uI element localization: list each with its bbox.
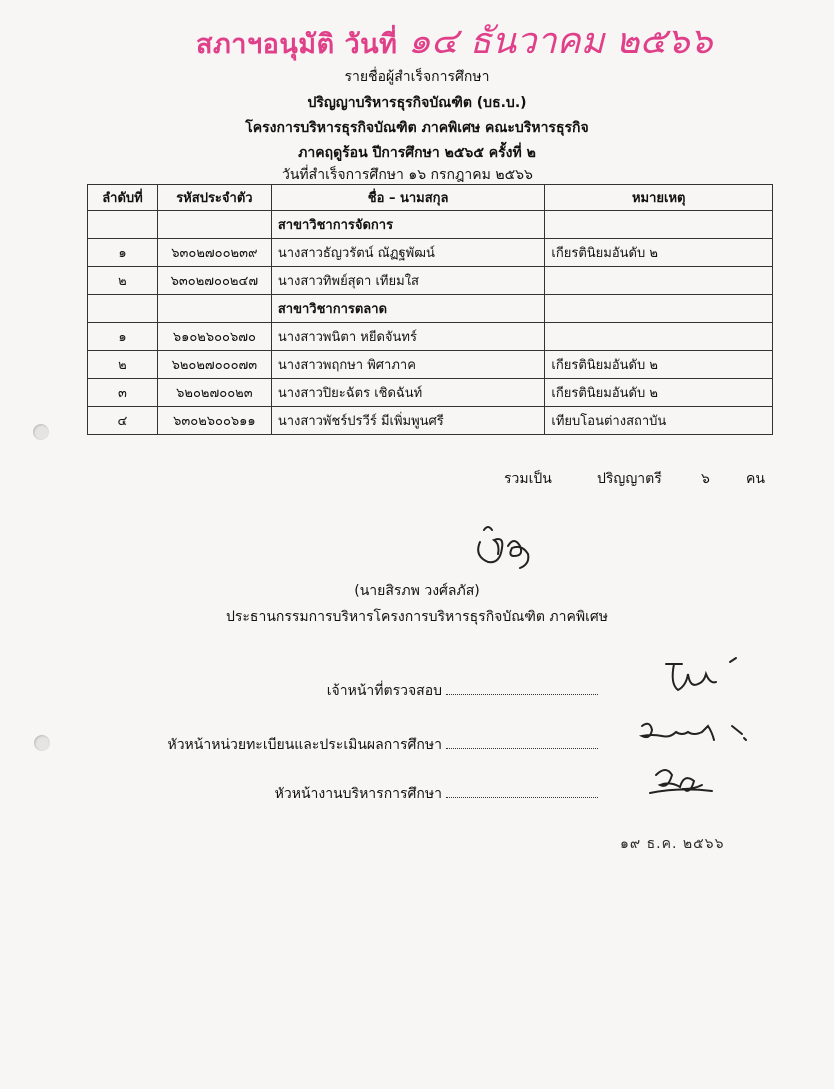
header-student-id: รหัสประจำตัว bbox=[157, 185, 271, 211]
received-date-stamp: ๑๙ ธ.ค. ๒๕๖๖ bbox=[620, 836, 725, 852]
student-id: ๖๒๐๒๗๐๐๐๗๓ bbox=[157, 351, 271, 379]
signature-line bbox=[446, 783, 598, 798]
row-number: ๓ bbox=[88, 379, 158, 407]
remark: เกียรตินิยมอันดับ ๒ bbox=[545, 351, 773, 379]
summary-count: ๖ bbox=[701, 471, 710, 487]
check-label: เจ้าหน้าที่ตรวจสอบ bbox=[326, 683, 442, 699]
semester-title: ภาคฤดูร้อน ปีการศึกษา ๒๕๖๕ ครั้งที่ ๒ bbox=[298, 145, 536, 161]
student-name: นางสาวพฤกษา พิศาภาค bbox=[271, 351, 545, 379]
punch-hole bbox=[34, 735, 50, 751]
student-name: นางสาวทิพย์สุดา เทียมใส bbox=[271, 267, 545, 295]
student-id bbox=[157, 211, 271, 239]
remark bbox=[545, 295, 773, 323]
header-number: ลำดับที่ bbox=[88, 185, 158, 211]
program-title: โครงการบริหารธุรกิจบัณฑิต ภาคพิเศษ คณะบริหารธุรกิจ bbox=[245, 120, 589, 136]
student-id: ๖๓๐๒๖๐๐๖๑๑ bbox=[157, 407, 271, 435]
row-number: ๑ bbox=[88, 323, 158, 351]
table-row bbox=[88, 351, 773, 379]
remark: เกียรตินิยมอันดับ ๒ bbox=[545, 239, 773, 267]
graduation-date: วันที่สำเร็จการศึกษา ๑๖ กรกฎาคม ๒๕๖๖ bbox=[282, 167, 533, 183]
graduates-table bbox=[87, 184, 773, 435]
remark bbox=[545, 211, 773, 239]
summary-unit: คน bbox=[746, 471, 765, 487]
row-number bbox=[88, 211, 158, 239]
handwritten-approval-date: ๑๔ ธันวาคม ๒๕๖๖ bbox=[408, 21, 713, 62]
academic-head-initials bbox=[646, 763, 736, 799]
row-number bbox=[88, 295, 158, 323]
student-id bbox=[157, 295, 271, 323]
signatory-position: ประธานกรรมการบริหารโครงการบริหารธุรกิจบัณฑิต ภาคพิเศษ bbox=[226, 609, 608, 625]
degree-title: ปริญญาบริหารธุรกิจบัณฑิต (บธ.บ.) bbox=[307, 95, 527, 111]
officer-initials bbox=[660, 656, 770, 696]
table-row bbox=[88, 379, 773, 407]
remark bbox=[545, 267, 773, 295]
remark bbox=[545, 323, 773, 351]
student-name: นางสาวพนิตา หยีดจันทร์ bbox=[271, 323, 545, 351]
row-number: ๒ bbox=[88, 267, 158, 295]
department-row bbox=[88, 295, 773, 323]
signature-line bbox=[446, 680, 598, 695]
signature-line bbox=[446, 734, 598, 749]
table-row bbox=[88, 323, 773, 351]
table-row bbox=[88, 239, 773, 267]
header-name: ชื่อ – นามสกุล bbox=[271, 185, 545, 211]
student-name: นางสาวพัชร์ปรวีร์ มีเพิ่มพูนศรี bbox=[271, 407, 545, 435]
punch-hole bbox=[33, 424, 49, 440]
row-number: ๔ bbox=[88, 407, 158, 435]
remark: เกียรตินิยมอันดับ ๒ bbox=[545, 379, 773, 407]
registrar-initials bbox=[636, 716, 756, 746]
document-title: รายชื่อผู้สำเร็จการศึกษา bbox=[344, 69, 490, 85]
student-id: ๖๑๐๒๖๐๐๖๗๐ bbox=[157, 323, 271, 351]
signatory-name: (นายสิรภพ วงศ์ลภัส) bbox=[354, 583, 480, 599]
department-row bbox=[88, 211, 773, 239]
student-id: ๖๒๐๒๗๐๐๒๓ bbox=[157, 379, 271, 407]
summary-label: รวมเป็น bbox=[504, 471, 552, 487]
student-name: นางสาวปิยะฉัตร เชิดฉันท์ bbox=[271, 379, 545, 407]
summary-degree: ปริญญาตรี bbox=[597, 471, 662, 487]
table-row bbox=[88, 407, 773, 435]
table-row bbox=[88, 267, 773, 295]
row-number: ๒ bbox=[88, 351, 158, 379]
remark: เทียบโอนต่างสถาบัน bbox=[545, 407, 773, 435]
header-remark: หมายเหตุ bbox=[545, 185, 773, 211]
student-name: นางสาวธัญวรัตน์ ณัฏฐพัฒน์ bbox=[271, 239, 545, 267]
approval-stamp: สภาฯอนุมัติ วันที่ bbox=[196, 29, 398, 60]
table-header-row bbox=[88, 185, 773, 211]
check-line-academic-head bbox=[275, 783, 598, 805]
check-line-officer bbox=[327, 680, 598, 702]
department-name: สาขาวิชาการจัดการ bbox=[271, 211, 545, 239]
chairman-signature bbox=[470, 520, 560, 580]
student-id: ๖๓๐๒๗๐๐๒๓๙ bbox=[157, 239, 271, 267]
check-label: หัวหน้างานบริหารการศึกษา bbox=[274, 786, 442, 802]
check-line-registrar bbox=[167, 734, 598, 756]
row-number: ๑ bbox=[88, 239, 158, 267]
department-name: สาขาวิชาการตลาด bbox=[271, 295, 545, 323]
check-label: หัวหน้าหน่วยทะเบียนและประเมินผลการศึกษา bbox=[167, 737, 442, 753]
student-id: ๖๓๐๒๗๐๐๒๔๗ bbox=[157, 267, 271, 295]
